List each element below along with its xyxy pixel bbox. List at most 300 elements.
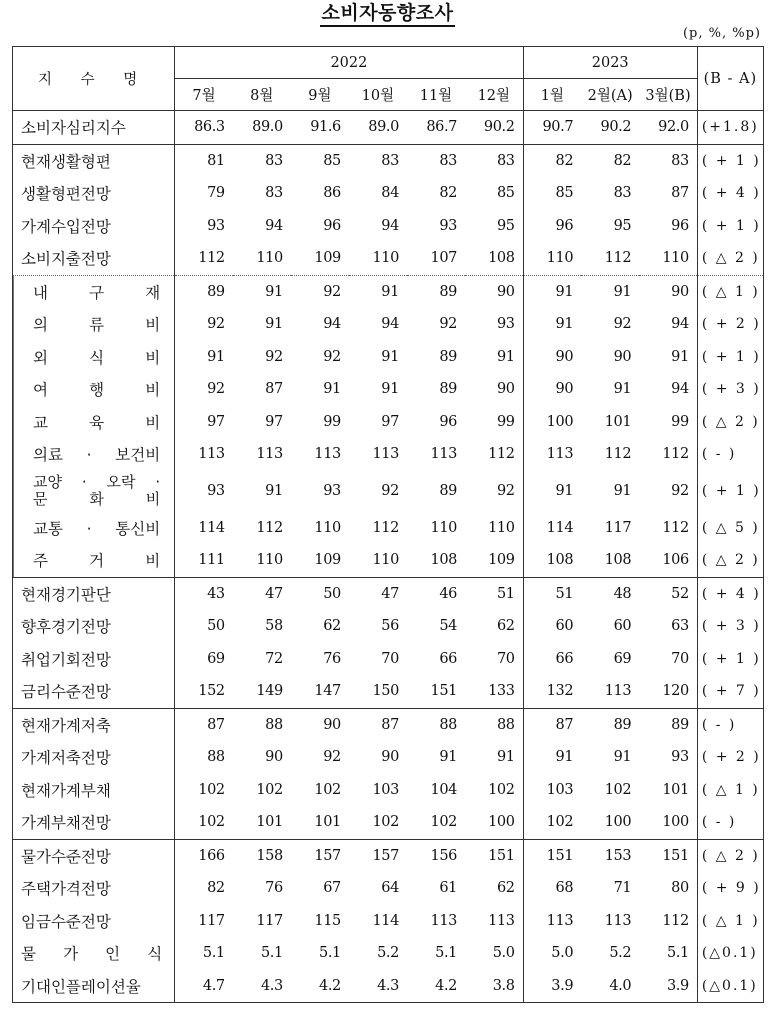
value-cell: 94 xyxy=(639,308,697,341)
value-cell: 88 xyxy=(407,708,465,741)
table-row xyxy=(13,210,764,243)
value-cell: 83 xyxy=(639,144,697,177)
value-cell: 99 xyxy=(465,406,523,439)
value-cell: 102 xyxy=(256,781,283,798)
value-cell: 89.0 xyxy=(252,119,283,136)
value-cell: 90 xyxy=(555,348,574,365)
header-year-2022: 2022 xyxy=(175,47,523,79)
table-row xyxy=(13,675,764,708)
value-cell: 71 xyxy=(613,880,632,897)
page-title xyxy=(0,0,775,25)
value-cell: 112 xyxy=(639,905,697,938)
value-cell: 97 xyxy=(265,413,283,430)
value-cell: 90 xyxy=(639,275,697,308)
value-cell: 113 xyxy=(465,905,523,938)
value-cell: 85 xyxy=(291,144,349,177)
value-cell: 106 xyxy=(639,544,697,577)
value-cell: 114 xyxy=(198,519,225,536)
value-cell: 4.3 xyxy=(349,970,407,1003)
value-cell: 3.9 xyxy=(523,970,581,1003)
table-row xyxy=(13,806,764,839)
header-month: 11월 xyxy=(407,79,465,111)
value-cell: 89 xyxy=(175,275,233,308)
value-cell: 92 xyxy=(323,749,341,766)
table-row xyxy=(13,275,764,308)
value-cell: 108 xyxy=(604,552,632,569)
value-cell: 91 xyxy=(613,381,632,398)
header-month: 1월 xyxy=(523,79,581,111)
row-label: 주 거 비 xyxy=(13,544,175,577)
value-cell: 102 xyxy=(465,774,523,807)
value-cell: 89 xyxy=(439,381,457,398)
value-cell: 150 xyxy=(372,683,399,700)
value-cell: 43 xyxy=(175,577,233,610)
row-label: 의 류 비 xyxy=(13,308,175,341)
value-cell: 132 xyxy=(546,683,574,700)
value-cell: 147 xyxy=(314,683,341,700)
value-cell: 93 xyxy=(207,483,225,499)
row-label: 의료 · 보건비 xyxy=(13,438,175,471)
value-cell: 70 xyxy=(465,643,523,676)
row-label: 가계부채전망 xyxy=(13,806,175,839)
table-row xyxy=(13,708,764,741)
value-cell: 83 xyxy=(407,144,465,177)
row-label: 임금수준전망 xyxy=(13,905,175,938)
value-cell: 91 xyxy=(465,741,523,774)
table-row xyxy=(13,242,764,275)
header-name: 지 수 명 xyxy=(13,47,175,111)
change-cell: ( + 9 ) xyxy=(697,872,763,905)
header-month: 3월(B) xyxy=(639,79,697,111)
value-cell: 108 xyxy=(430,552,457,569)
value-cell: 120 xyxy=(639,675,697,708)
row-label xyxy=(13,471,175,512)
value-cell: 93 xyxy=(465,308,523,341)
value-cell: 100 xyxy=(546,413,574,430)
value-cell: 83 xyxy=(465,144,523,177)
row-label: 향후경기전망 xyxy=(13,610,175,643)
value-cell: 91 xyxy=(323,381,341,398)
value-cell: 50 xyxy=(207,618,225,635)
change-cell: ( + 1 ) xyxy=(697,471,763,512)
value-cell: 93 xyxy=(207,217,225,234)
value-cell: 92 xyxy=(465,471,523,512)
value-cell: 110 xyxy=(639,242,697,275)
value-cell: 89 xyxy=(581,708,639,741)
value-cell: 4.0 xyxy=(581,970,639,1003)
value-cell: 86.7 xyxy=(426,119,457,136)
change-cell: ( + 3 ) xyxy=(697,373,763,406)
table-row xyxy=(13,741,764,774)
table-row xyxy=(13,544,764,577)
value-cell: 96 xyxy=(439,413,457,430)
value-cell: 5.1 xyxy=(639,937,697,970)
value-cell: 112 xyxy=(604,250,632,267)
table-header xyxy=(13,47,764,111)
value-cell: 101 xyxy=(314,814,341,831)
change-cell: ( + 1 ) xyxy=(697,643,763,676)
header-month: 12월 xyxy=(465,79,523,111)
value-cell: 84 xyxy=(381,185,399,202)
value-cell: 114 xyxy=(372,912,399,929)
value-cell: 72 xyxy=(265,650,283,667)
value-cell: 96 xyxy=(555,217,574,234)
value-cell: 104 xyxy=(430,781,457,798)
header-change: (B - A) xyxy=(697,47,763,111)
value-cell: 83 xyxy=(265,185,283,202)
change-cell: ( △ 1 ) xyxy=(697,774,763,807)
value-cell: 60 xyxy=(555,618,574,635)
value-cell: 91 xyxy=(581,275,639,308)
value-cell: 110 xyxy=(256,250,283,267)
value-cell: 87 xyxy=(349,708,407,741)
row-label-line: 교양 · 오락 · xyxy=(33,473,161,491)
change-cell: ( △ 2 ) xyxy=(697,406,763,439)
value-cell: 5.2 xyxy=(377,945,399,962)
value-cell: 152 xyxy=(198,683,225,700)
value-cell: 112 xyxy=(372,519,399,536)
value-cell: 54 xyxy=(439,618,457,635)
value-cell: 149 xyxy=(256,683,283,700)
value-cell: 4.3 xyxy=(233,970,291,1003)
value-cell: 110 xyxy=(314,519,341,536)
value-cell: 91 xyxy=(265,483,283,499)
value-cell: 91 xyxy=(381,348,399,365)
value-cell: 90.2 xyxy=(600,119,632,136)
change-cell: ( + 2 ) xyxy=(697,308,763,341)
value-cell: 91 xyxy=(613,749,632,766)
value-cell: 158 xyxy=(233,839,291,872)
row-label: 주택가격전망 xyxy=(13,872,175,905)
change-cell: ( △ 1 ) xyxy=(697,905,763,938)
value-cell: 3.9 xyxy=(639,970,697,1003)
value-cell: 66 xyxy=(555,650,574,667)
value-cell: 94 xyxy=(381,316,399,333)
value-cell: 90.7 xyxy=(542,119,574,136)
value-cell: 70 xyxy=(639,643,697,676)
table-row xyxy=(13,577,764,610)
value-cell: 90 xyxy=(613,348,632,365)
change-cell: ( - ) xyxy=(697,806,763,839)
value-cell: 5.1 xyxy=(260,945,283,962)
value-cell: 166 xyxy=(175,839,233,872)
value-cell: 82 xyxy=(439,185,457,202)
header-month: 2월(A) xyxy=(581,79,639,111)
change-cell: ( △ 2 ) xyxy=(697,544,763,577)
value-cell: 151 xyxy=(523,839,581,872)
value-cell: 108 xyxy=(465,242,523,275)
value-cell: 5.1 xyxy=(202,945,225,962)
table-row xyxy=(13,406,764,439)
value-cell: 92 xyxy=(613,316,632,333)
value-cell: 86.3 xyxy=(194,119,225,136)
row-label: 현재생활형편 xyxy=(13,144,175,177)
value-cell: 93 xyxy=(439,217,457,234)
value-cell: 88 xyxy=(465,708,523,741)
value-cell: 113 xyxy=(546,912,574,929)
table-row xyxy=(13,774,764,807)
table-row xyxy=(13,512,764,545)
value-cell: 151 xyxy=(639,839,697,872)
title-text: 소비자동향조사 xyxy=(320,2,456,27)
value-cell: 93 xyxy=(323,483,341,499)
value-cell: 91 xyxy=(523,275,581,308)
change-cell: ( + 4 ) xyxy=(697,177,763,210)
value-cell: 97 xyxy=(207,413,225,430)
value-cell: 93 xyxy=(639,741,697,774)
value-cell: 62 xyxy=(465,610,523,643)
value-cell: 92 xyxy=(439,316,457,333)
value-cell: 92 xyxy=(639,471,697,512)
value-cell: 110 xyxy=(372,552,399,569)
value-cell: 62 xyxy=(465,872,523,905)
value-cell: 83 xyxy=(613,185,632,202)
value-cell: 109 xyxy=(314,250,341,267)
value-cell: 92 xyxy=(265,348,283,365)
value-cell: 48 xyxy=(581,577,639,610)
value-cell: 112 xyxy=(465,438,523,471)
change-cell: ( - ) xyxy=(697,438,763,471)
row-label: 외 식 비 xyxy=(13,341,175,374)
value-cell: 110 xyxy=(546,250,574,267)
value-cell: 63 xyxy=(639,610,697,643)
value-cell: 113 xyxy=(604,683,632,700)
value-cell: 113 xyxy=(198,446,225,463)
row-label: 내 구 재 xyxy=(13,275,175,308)
value-cell: 52 xyxy=(639,577,697,610)
value-cell: 79 xyxy=(207,185,225,202)
value-cell: 90 xyxy=(555,381,574,398)
row-label: 기대인플레이션율 xyxy=(13,970,175,1003)
row-label: 여 행 비 xyxy=(13,373,175,406)
value-cell: 112 xyxy=(256,519,283,536)
value-cell: 92 xyxy=(207,381,225,398)
unit-label: (p, %, %p) xyxy=(682,26,761,41)
value-cell: 101 xyxy=(604,413,632,430)
value-cell: 95 xyxy=(613,217,632,234)
table-row xyxy=(13,610,764,643)
row-label: 소비지출전망 xyxy=(13,242,175,275)
value-cell: 87 xyxy=(639,177,697,210)
value-cell: 102 xyxy=(314,781,341,798)
value-cell: 157 xyxy=(349,839,407,872)
table-row xyxy=(13,177,764,210)
value-cell: 108 xyxy=(546,552,574,569)
change-cell: (+1.8) xyxy=(697,111,763,145)
value-cell: 56 xyxy=(381,618,399,635)
value-cell: 89 xyxy=(639,708,697,741)
value-cell: 51 xyxy=(523,577,581,610)
value-cell: 112 xyxy=(639,438,697,471)
value-cell: 109 xyxy=(314,552,341,569)
change-cell: ( △ 2 ) xyxy=(697,242,763,275)
value-cell: 94 xyxy=(323,316,341,333)
value-cell: 89 xyxy=(439,348,457,365)
consumer-survey-table xyxy=(12,46,764,1003)
table-row xyxy=(13,643,764,676)
row-label: 현재경기판단 xyxy=(13,577,175,610)
change-cell: ( + 1 ) xyxy=(697,210,763,243)
table-row xyxy=(13,970,764,1003)
value-cell: 151 xyxy=(430,683,457,700)
value-cell: 133 xyxy=(465,675,523,708)
value-cell: 117 xyxy=(256,912,283,929)
value-cell: 113 xyxy=(256,446,283,463)
header-year-2023: 2023 xyxy=(523,47,697,79)
value-cell: 88 xyxy=(207,749,225,766)
value-cell: 91 xyxy=(233,275,291,308)
value-cell: 91 xyxy=(555,483,574,499)
row-label: 교통 · 통신비 xyxy=(13,512,175,545)
table-row xyxy=(13,373,764,406)
value-cell: 83 xyxy=(233,144,291,177)
value-cell: 112 xyxy=(604,446,632,463)
value-cell: 81 xyxy=(175,144,233,177)
value-cell: 91 xyxy=(439,749,457,766)
value-cell: 113 xyxy=(372,446,399,463)
table-row xyxy=(13,438,764,471)
value-cell: 94 xyxy=(265,217,283,234)
value-cell: 101 xyxy=(256,814,283,831)
value-cell: 5.1 xyxy=(435,945,457,962)
value-cell: 102 xyxy=(198,814,225,831)
value-cell: 5.1 xyxy=(319,945,341,962)
value-cell: 4.2 xyxy=(407,970,465,1003)
value-cell: 87 xyxy=(175,708,233,741)
value-cell: 47 xyxy=(233,577,291,610)
value-cell: 89 xyxy=(439,483,457,499)
change-cell: ( + 2 ) xyxy=(697,741,763,774)
value-cell: 83 xyxy=(349,144,407,177)
value-cell: 112 xyxy=(198,250,225,267)
value-cell: 3.8 xyxy=(465,970,523,1003)
value-cell: 109 xyxy=(465,544,523,577)
row-label: 교 육 비 xyxy=(13,406,175,439)
value-cell: 88 xyxy=(233,708,291,741)
change-cell: (△0.1) xyxy=(697,937,763,970)
change-cell: (△0.1) xyxy=(697,970,763,1003)
value-cell: 110 xyxy=(465,512,523,545)
change-cell: ( + 1 ) xyxy=(697,341,763,374)
value-cell: 117 xyxy=(198,912,225,929)
value-cell: 67 xyxy=(323,880,341,897)
value-cell: 82 xyxy=(207,880,225,897)
value-cell: 103 xyxy=(546,781,574,798)
change-cell: ( + 7 ) xyxy=(697,675,763,708)
value-cell: 94 xyxy=(381,217,399,234)
value-cell: 91 xyxy=(381,381,399,398)
row-label: 취업기회전망 xyxy=(13,643,175,676)
value-cell: 91 xyxy=(465,341,523,374)
value-cell: 58 xyxy=(265,618,283,635)
row-label: 가계수입전망 xyxy=(13,210,175,243)
value-cell: 70 xyxy=(381,650,399,667)
value-cell: 82 xyxy=(523,144,581,177)
value-cell: 92 xyxy=(323,348,341,365)
value-cell: 102 xyxy=(198,781,225,798)
change-cell: ( + 1 ) xyxy=(697,144,763,177)
value-cell: 91 xyxy=(207,348,225,365)
header-month: 7월 xyxy=(175,79,233,111)
value-cell: 47 xyxy=(349,577,407,610)
table-row xyxy=(13,341,764,374)
value-cell: 69 xyxy=(613,650,632,667)
table-row xyxy=(13,937,764,970)
value-cell: 100 xyxy=(604,814,632,831)
table-row xyxy=(13,905,764,938)
row-label: 물 가 인 식 xyxy=(13,937,175,970)
value-cell: 102 xyxy=(372,814,399,831)
value-cell: 62 xyxy=(323,618,341,635)
value-cell: 91 xyxy=(265,316,283,333)
value-cell: 96 xyxy=(639,210,697,243)
value-cell: 113 xyxy=(604,912,632,929)
value-cell: 69 xyxy=(207,650,225,667)
value-cell: 111 xyxy=(198,552,225,569)
value-cell: 82 xyxy=(581,144,639,177)
value-cell: 90 xyxy=(291,708,349,741)
value-cell: 92 xyxy=(381,483,399,499)
value-cell: 5.0 xyxy=(465,937,523,970)
value-cell: 92 xyxy=(207,316,225,333)
change-cell: ( + 4 ) xyxy=(697,577,763,610)
row-label: 소비자심리지수 xyxy=(13,111,175,145)
value-cell: 90 xyxy=(465,275,523,308)
value-cell: 86 xyxy=(323,185,341,202)
value-cell: 90.2 xyxy=(465,111,523,145)
table-row xyxy=(13,144,764,177)
value-cell: 94 xyxy=(639,373,697,406)
table-row xyxy=(13,308,764,341)
value-cell: 115 xyxy=(314,912,341,929)
header-month: 8월 xyxy=(233,79,291,111)
table-body xyxy=(13,111,764,1003)
change-cell: ( △ 5 ) xyxy=(697,512,763,545)
table-row xyxy=(13,872,764,905)
value-cell: 101 xyxy=(639,774,697,807)
value-cell: 151 xyxy=(465,839,523,872)
value-cell: 89.0 xyxy=(368,119,399,136)
value-cell: 4.2 xyxy=(291,970,349,1003)
value-cell: 85 xyxy=(555,185,574,202)
change-cell: ( △ 1 ) xyxy=(697,275,763,308)
value-cell: 64 xyxy=(381,880,399,897)
value-cell: 92.0 xyxy=(639,111,697,145)
value-cell: 66 xyxy=(439,650,457,667)
value-cell: 107 xyxy=(430,250,457,267)
value-cell: 103 xyxy=(372,781,399,798)
row-label-line: 문 화 비 xyxy=(33,490,161,508)
value-cell: 110 xyxy=(430,519,457,536)
change-cell: ( △ 2 ) xyxy=(697,839,763,872)
change-cell: ( - ) xyxy=(697,708,763,741)
header-month: 10월 xyxy=(349,79,407,111)
value-cell: 5.0 xyxy=(551,945,574,962)
value-cell: 99 xyxy=(323,413,341,430)
value-cell: 102 xyxy=(430,814,457,831)
row-label: 금리수준전망 xyxy=(13,675,175,708)
row-label: 현재가계저축 xyxy=(13,708,175,741)
value-cell: 46 xyxy=(407,577,465,610)
value-cell: 91 xyxy=(555,316,574,333)
value-cell: 113 xyxy=(430,912,457,929)
value-cell: 90 xyxy=(381,749,399,766)
value-cell: 156 xyxy=(407,839,465,872)
value-cell: 102 xyxy=(546,814,574,831)
value-cell: 80 xyxy=(639,872,697,905)
value-cell: 100 xyxy=(639,806,697,839)
value-cell: 90 xyxy=(465,373,523,406)
